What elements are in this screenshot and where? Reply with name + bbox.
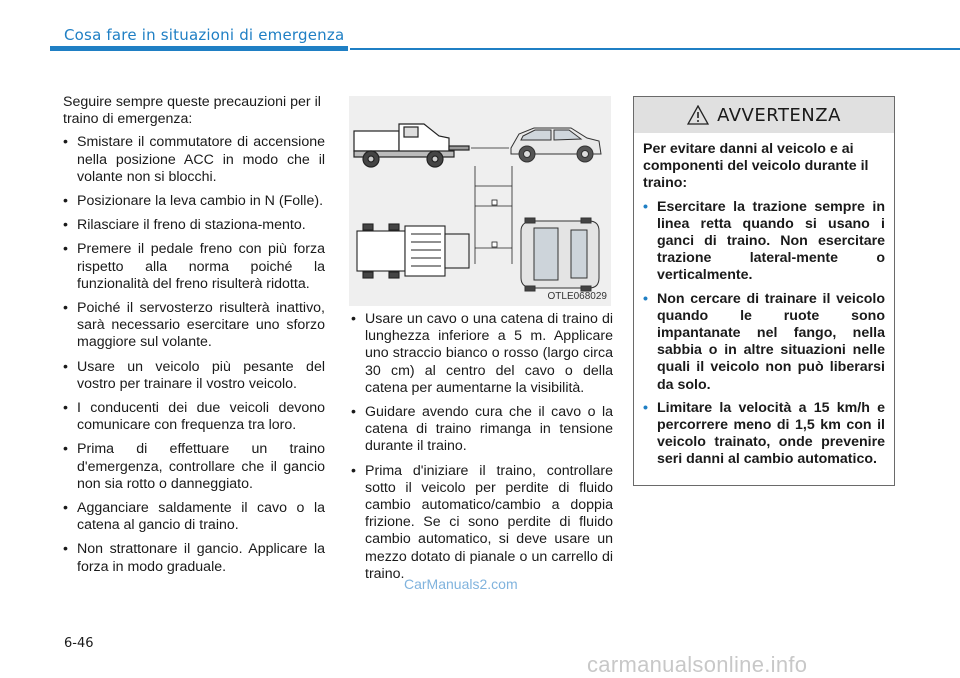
suv-side-view [511, 128, 601, 162]
list-item: • Agganciare saldamente il cavo o la catena al gancio di traino. [63, 500, 325, 534]
tow-line-markers [471, 148, 512, 264]
suv-top-view [521, 218, 599, 291]
list-item: • Rilasciare il freno di staziona-mento. [63, 217, 325, 234]
list-item: • Non cercare di trainare il veicolo quando le ruote sono impantanate nel fango, nella sabbia o in altre situazioni nelle quali il veicolo non può liberarsi da solo. [643, 291, 885, 394]
list-item: • Smistare il commutatore di accensione nella posizione ACC in modo che il volante non si blocchi. [63, 134, 325, 186]
header-rule-thin [350, 48, 960, 50]
warning-box [633, 96, 895, 486]
tow-truck-top-view [357, 224, 469, 278]
warning-triangle-icon [687, 105, 709, 125]
list-item: • Limitare la velocità a 15 km/h e percorrere meno di 1,5 km con il veicolo trainato, onde prevenire seri danni al cambio automatico. [643, 400, 885, 469]
page-number: 6-46 [64, 636, 94, 651]
list-item: • Prima d'iniziare il traino, controllare sotto il veicolo per perdite di fluido cambio automatico/cambio a doppia frizione. Se ci sono perdite di fluido cambio automatico, si deve usare un mezzo dotato di pianale o un carrello di traino. [351, 463, 613, 583]
list-item: • Usare un veicolo più pesante del vostro per trainare il vostro veicolo. [63, 359, 325, 393]
intro-paragraph: Seguire sempre queste precauzioni per il traino di emergenza: [63, 94, 321, 128]
warning-header [634, 97, 894, 133]
list-item: • I conducenti dei due veicoli devono comunicare con frequenza tra loro. [63, 400, 325, 434]
warning-title: AVVERTENZA [717, 104, 841, 126]
list-item: • Usare un cavo o una catena di traino di lunghezza inferiore a 5 m. Applicare uno straccio bianco o rosso (largo circa 30 cm) al centro del cavo o della catena per aumentarne la visibilità. [351, 311, 613, 397]
left-column [63, 94, 325, 583]
list-item: • Premere il pedale freno con più forza rispetto alla norma poiché la funzionalità del freno risulterà ridotta. [63, 241, 325, 293]
warning-intro: Per evitare danni al veicolo e ai componenti del veicolo durante il traino: [643, 141, 869, 192]
figure-code: OTLE068029 [547, 291, 607, 302]
watermark-large: carmanualsonline.info [587, 652, 808, 677]
list-item: • Posizionare la leva cambio in N (Folle). [63, 193, 325, 210]
middle-column [351, 311, 613, 590]
watermark-small: CarManuals2.com [404, 576, 518, 592]
list-item: • Prima di effettuare un traino d'emergenza, controllare che il gancio non sia rotto o danneggiato. [63, 441, 325, 493]
warning-body [634, 133, 894, 469]
list-item: • Non strattonare il gancio. Applicare la forza in modo graduale. [63, 541, 325, 575]
list-item: • Esercitare la trazione sempre in linea retta quando si usano i ganci di traino. Non esercitare trazione lateral-mente o verticalmente. [643, 199, 885, 285]
precautions-list [63, 134, 325, 575]
list-item: • Poiché il servosterzo risulterà inattivo, sarà necessario esercitare uno sforzo maggiore sul volante. [63, 300, 325, 352]
tow-truck-side-view [354, 124, 469, 167]
section-title: Cosa fare in situazioni di emergenza [64, 26, 345, 44]
list-item: • Guidare avendo cura che il cavo o la catena di traino rimanga in tensione durante il traino. [351, 404, 613, 456]
tow-truck-diagram [349, 96, 611, 306]
header-rule-thick [50, 46, 348, 51]
towing-illustration [349, 96, 611, 306]
warning-list [643, 199, 885, 469]
towing-instructions-list [351, 311, 613, 583]
